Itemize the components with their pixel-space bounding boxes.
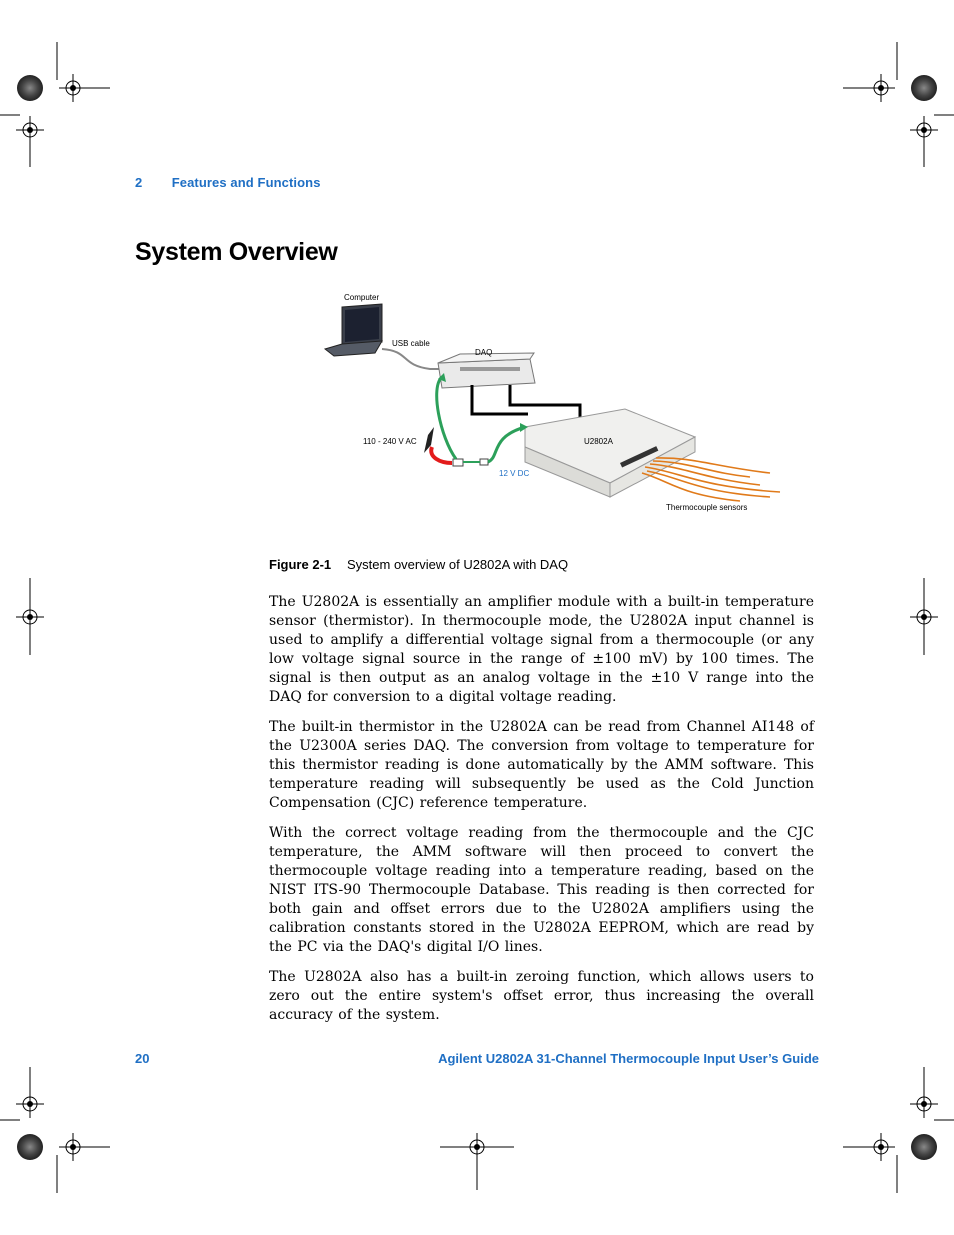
usb-cable-label: USB cable <box>392 339 430 348</box>
daq-device-icon <box>438 353 535 388</box>
color-target-icon <box>17 75 43 101</box>
running-header <box>135 175 321 190</box>
chapter-number: 2 <box>135 175 143 190</box>
computer-label: Computer <box>344 293 380 302</box>
paragraph: The U2802A is essentially an amplifier module with a built-in temperature sensor (thermistor). In thermocouple mode, the U2802A input channel is used to amplify a differential voltage signal from a thermocouple (or any low voltage signal source in the range of ±100 mV) by 100 times. The signal is then output as an analog voltage in the ±10 V range into the DAQ for conversion to a digital voltage reading. <box>269 594 814 705</box>
daq-label: DAQ <box>475 348 493 357</box>
paragraph: The built-in thermistor in the U2802A can be read from Channel AI148 of the U2300A series DAQ. The conversion from voltage to temperature for this thermistor reading is done automatically by the AMM software. This temperature reading will subsequently be used as the Cold Junction Compensation (CJC) reference temperature. <box>269 719 814 811</box>
module-label: U2802A <box>584 437 613 446</box>
section-title: System Overview <box>135 238 338 266</box>
system-overview-figure <box>320 287 790 517</box>
figure-caption-text: System overview of U2802A with DAQ <box>347 557 569 572</box>
chapter-title: Features and Functions <box>171 175 321 190</box>
sensors-label: Thermocouple sensors <box>666 503 748 512</box>
body-text <box>269 593 814 1036</box>
page-number: 20 <box>135 1051 150 1066</box>
paragraph: With the correct voltage reading from the thermocouple and the CJC temperature, the AMM software will then proceed to convert the thermocouple voltage reading into a temperature reading, based on the NIST ITS-90 Thermocouple Database. This reading is then corrected for both gain and offset errors due to the U2802A amplifiers using the calibration constants stored in the U2802A EEPROM, which are read by the PC via the DAQ's digital I/O lines. <box>269 825 814 955</box>
laptop-icon <box>325 304 382 356</box>
power-label: 110 - 240 V AC <box>363 437 417 446</box>
dc-label: 12 V DC <box>499 469 530 478</box>
figure-caption <box>269 557 568 572</box>
paragraph: The U2802A also has a built-in zeroing function, which allows users to zero out the entire system's offset error, thus increasing the overall accuracy of the system. <box>269 969 814 1023</box>
guide-title: Agilent U2802A 31-Channel Thermocouple Input User’s Guide <box>438 1051 819 1066</box>
figure-number: Figure 2-1 <box>269 557 332 572</box>
